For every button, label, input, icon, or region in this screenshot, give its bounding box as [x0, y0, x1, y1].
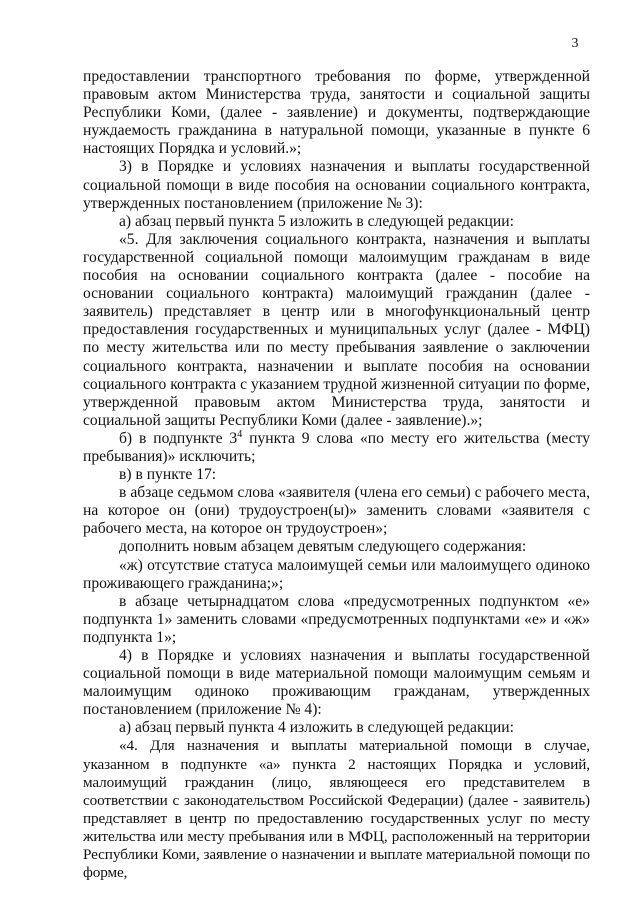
- superscript: 4: [237, 428, 243, 440]
- paragraph-add-ninth: дополнить новым абзацем девятым следующего содержания:: [119, 538, 527, 556]
- document-body: [83, 68, 590, 882]
- paragraph-continuation: предоставлении транспортного требования по форме, утвержденной правовым актом Министерства труда, занятости и социальной защиты Республики Коми, (далее - заявление) и документы, подтверждающие нуждаемость гражданина в натуральной помощи, указанные в пункте 6 настоящих Порядка и условий.»;: [83, 68, 590, 158]
- paragraph-3b-before: б) в подпункте 3: [119, 429, 238, 447]
- paragraph-3b: [83, 430, 590, 466]
- paragraph-quote-zh: «ж) отсутствие статуса малоимущей семьи или малоимущего одиноко проживающего гражданина;»;: [83, 556, 590, 592]
- paragraph-quote-5: «5. Для заключения социального контракта, назначения и выплаты государственной социальной помощи малоимущим гражданам в виде пособия на основании социального контракта (далее - пособие на основании социального контракта) малоимущий гражданин (далее - заявитель) представляет в центр или в многофункциональный центр предоставления государственных и муниципальных услуг (далее - МФЦ) по месту жительства или по месту пребывания заявление о заключении социального контракта, назначении и выплате пособия на основании социального контракта с указанием трудной жизненной ситуации по форме, утвержденной правовым актом Министерства труда, занятости и социальной защиты Республики Коми (далее - заявление).»;: [83, 230, 590, 429]
- paragraph-3a: а) абзац первый пункта 5 изложить в следующей редакции:: [119, 212, 514, 230]
- page-number: 3: [571, 36, 579, 51]
- paragraph-item-4: 4) в Порядке и условиях назначения и выплаты государственной социальной помощи в виде материальной помощи малоимущим семьям и малоимущим одиноко проживающим гражданам, утвержденных постановлением (приложение № 4):: [83, 647, 590, 719]
- paragraph-3v: в) в пункте 17:: [119, 466, 217, 484]
- paragraph-fourteenth-abzac: в абзаце четырнадцатом слова «предусмотренных подпунктом «е» подпункта 1» заменить словами «предусмотренных подпунктами «е» и «ж» подпункта 1»;: [83, 592, 590, 646]
- paragraph-3b-after: пункта 9 слова «по месту его жительства (месту пребывания)» исключить;: [83, 429, 591, 465]
- paragraph-quote-4: «4. Для назначения и выплаты материальной помощи в случае, указанном в подпункте «а» пункта 2 настоящих Порядка и условий, малоимущий гражданин (лицо, являющееся его представителем в соответствии с законодательством Российской Федерации) (далее - заявитель) представляет в центр по предоставлению государственных услуг по месту жительства или месту пребывания или в МФЦ, расположенный на территории Республики Коми, заявление о назначении и выплате материальной помощи по форме,: [83, 737, 590, 882]
- paragraph-seventh-abzac: в абзаце седьмом слова «заявителя (члена его семьи) с рабочего места, на которое он (они) трудоустроен(ы)» заменить словами «заявителя с рабочего места, на которое он трудоустроен»;: [83, 484, 590, 538]
- paragraph-4a: а) абзац первый пункта 4 изложить в следующей редакции:: [119, 719, 514, 737]
- paragraph-item-3: 3) в Порядке и условиях назначения и выплаты государственной социальной помощи в виде пособия на основании социального контракта, утвержденных постановлением (приложение № 3):: [83, 158, 590, 212]
